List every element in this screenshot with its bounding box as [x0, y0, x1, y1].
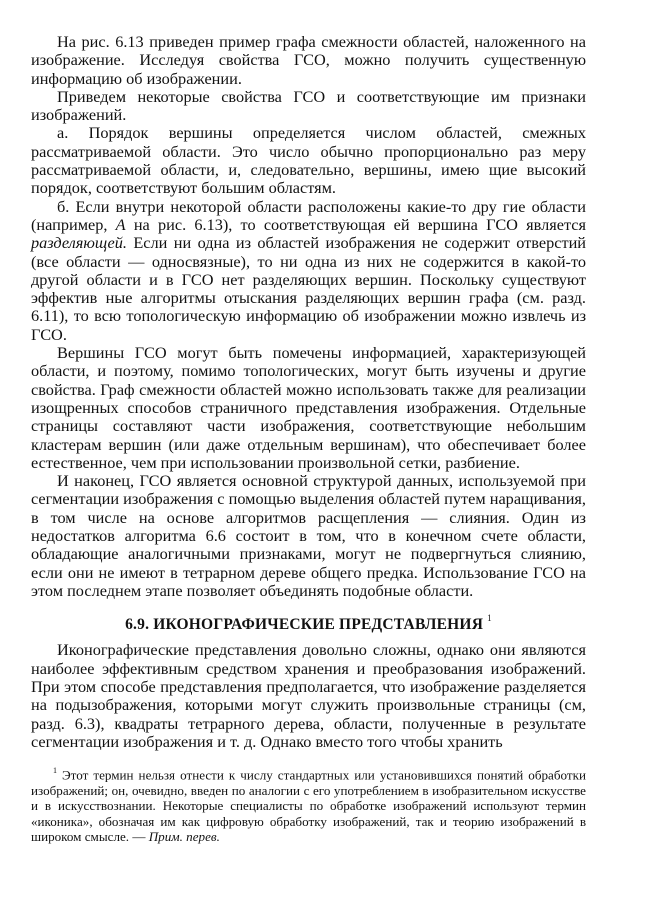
paragraph-vertex-labels: Вершины ГСО могут быть помечены информацией, характеризующей области, и поэтому, помимо топологических, могут быть изучены и другие свойства. Граф смежности областей можно использовать также для реализации изощренных способов страничного представления изображения. Отдельные страницы составляют части изображения, соответствующие небольшим кластерам вершин (или даже отдельным вершинам), что обеспечивает более естественное, чем при использовании произвольной сетки, разбиение. — [31, 343, 586, 472]
paragraph-graph-example: На рис. 6.13 приведен пример графа смежности областей, наложенного на изображение. Исследуя свойства ГСО, можно получить существенную информацию об изображении. — [31, 32, 586, 88]
footnote-number: 1 — [53, 766, 57, 776]
paragraph-properties-intro: Приведем некоторые свойства ГСО и соответствующие им признаки изображений. — [31, 86, 586, 125]
italic-term-separating: разделяющей. — [31, 233, 127, 253]
footnote-mark: 1 — [487, 613, 492, 624]
italic-letter-a: A — [115, 214, 126, 234]
section-heading: 6.9. ИКОНОГРАФИЧЕСКИЕ ПРЕДСТАВЛЕНИЯ $^1$ — [125, 613, 492, 634]
footnote-text: $^1$ Этот термин нельзя отнести к числу стандартных или установившихся понятий обработки изображений; он, очевидно, введен по аналогии с его употреблением в изобразительном искусстве и в искусствознании. Некоторые специалисты по обработке изображений используют термин «иконика», обозначая им как цифровую обработку изображений, так и теорию изображений в широком смысле. — Прим. перев. — [31, 766, 586, 845]
body-text — [31, 33, 586, 845]
paragraph-segmentation: И наконец, ГСО является основной структурой данных, используемой при сегментации изображения с помощью выделения областей путем наращивания, в том числе на основе алгоритмов расщепления — слияния. Один из недостатков алгоритма 6.6 состоит в том, что в конечном счете области, обладающие аналогичными признаками, могут не подвергнуться слиянию, если они не имеют в тетрарном дереве общего предка. Использование ГСО на этом последнем этапе позволяет объединять подобные области. — [31, 471, 586, 600]
translator-note: Прим. перев. — [148, 829, 220, 845]
paragraph-item-b: б. Если внутри некоторой области расположены какие-то дру гие области (например, A на рис. 6.13), то соответствующая ей вершина ГСО является разделяющей. Если ни одна из областей изображения не содержит отверстий (все области — односвязные), то ни одна из них не содержится в какой-то другой области и в ГСО нет разделяющих вершин. Поскольку существуют эффектив ные алгоритмы отыскания разделяющих вершин графа (см. разд. 6.11), то всю топологическую информацию об изображении можно извлечь из ГСО. — [31, 196, 586, 344]
footnote-block — [31, 764, 586, 844]
paragraph-item-a: а. Порядок вершины определяется числом областей, смежных рассматриваемой области. Это число обычно пропорционально раз меру рассматриваемой области, и, следовательно, вершины, имею щие высокий порядок, соответствуют большим областям. — [31, 123, 586, 198]
paragraph-iconographic: Иконографические представления довольно сложны, однако они являются наиболее эффективным средством хранения и преобразования изображений. При этом способе представления предполагается, что изображение разделяется на подызображения, которыми могут служить произвольные страницы (см, разд. 6.3), квадраты тетрарного дерева, области, полученные в результате сегментации изображения и т. д. Однако вместо того чтобы хранить — [31, 640, 586, 751]
